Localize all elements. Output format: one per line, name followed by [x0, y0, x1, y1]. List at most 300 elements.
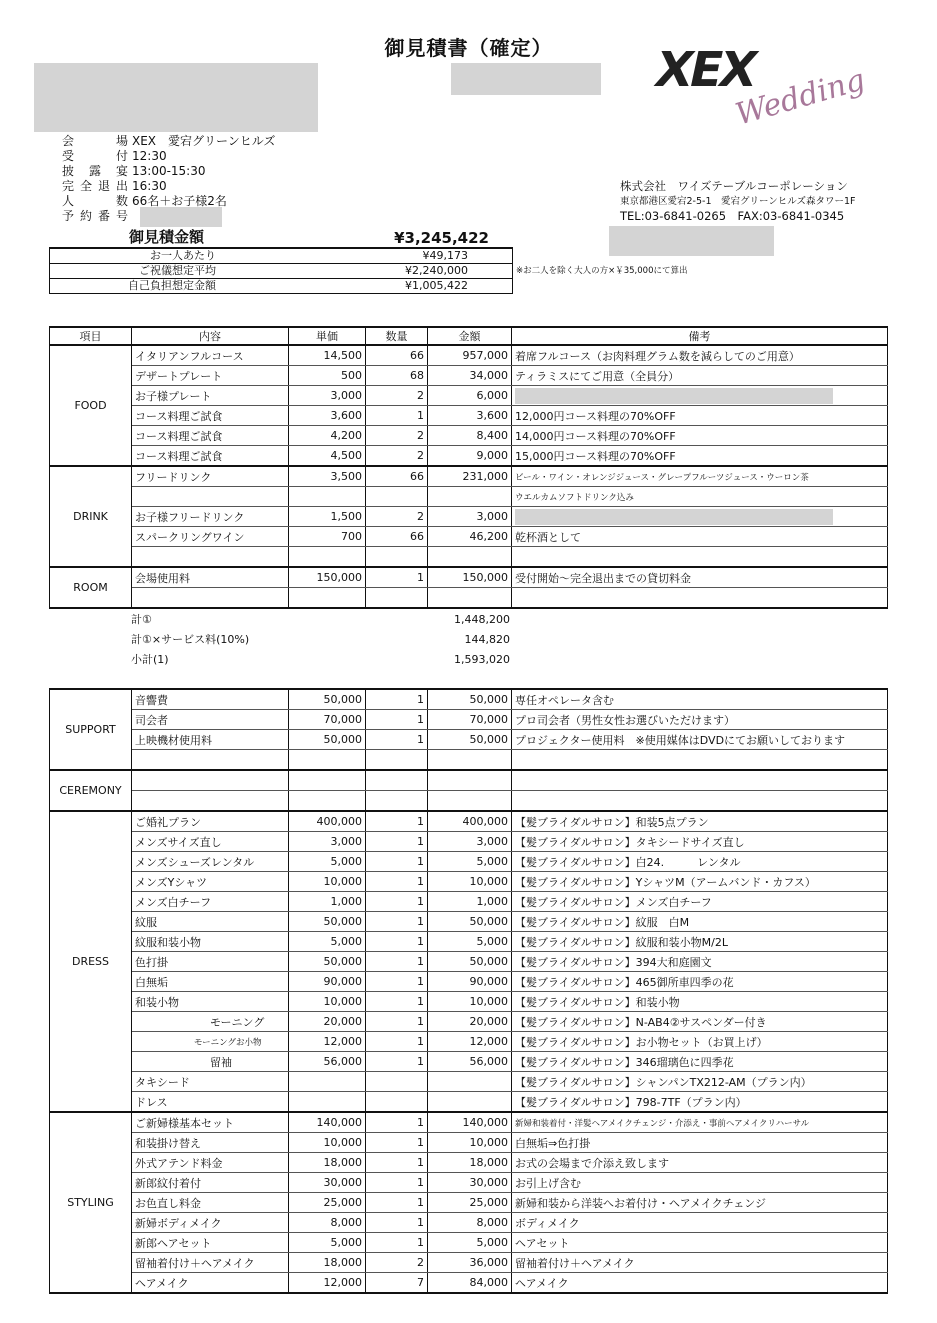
estimate-total-box	[49, 228, 513, 294]
qty-cell: 1	[366, 1233, 428, 1253]
qty-cell	[366, 487, 428, 507]
amount-cell: 84,000	[428, 1273, 512, 1294]
item-cell: ヘアメイク	[132, 1273, 289, 1294]
xex-wedding-logo	[636, 40, 876, 140]
amount-cell: 70,000	[428, 710, 512, 730]
item-cell: ご婚礼プラン	[132, 811, 289, 832]
remark-cell: 【髪ブライダルサロン】465御所車四季の花	[512, 972, 888, 992]
price-cell: 18,000	[289, 1153, 366, 1173]
remark-cell: 【髪ブライダルサロン】シャンパンTX212-AM（プラン内）	[512, 1072, 888, 1092]
qty-cell: 1	[366, 932, 428, 952]
table-row	[50, 912, 888, 932]
amount-cell: 5,000	[428, 932, 512, 952]
qty-cell	[366, 1092, 428, 1113]
price-cell: 1,000	[289, 892, 366, 912]
item-cell: メンズサイズ直し	[132, 832, 289, 852]
amount-cell: 90,000	[428, 972, 512, 992]
qty-cell: 1	[366, 1213, 428, 1233]
table-row	[50, 932, 888, 952]
amount-cell	[428, 1072, 512, 1092]
info-row	[62, 149, 275, 164]
table-row	[50, 1153, 888, 1173]
item-cell: コース料理ご試食	[132, 426, 289, 446]
remark-cell: ティラミスにてご用意（全員分）	[512, 366, 888, 386]
qty-cell: 1	[366, 872, 428, 892]
price-cell: 12,000	[289, 1032, 366, 1052]
remark-cell	[512, 750, 888, 771]
amount-cell	[428, 770, 512, 791]
remark-cell: ヘアセット	[512, 1233, 888, 1253]
price-cell: 18,000	[289, 1253, 366, 1273]
amount-cell: 10,000	[428, 1133, 512, 1153]
table-row	[50, 770, 888, 791]
qty-cell: 66	[366, 527, 428, 547]
remark-cell: 専任オペレータ含む	[512, 689, 888, 710]
amount-cell	[428, 588, 512, 609]
qty-cell	[366, 750, 428, 771]
item-cell: 留袖着付け＋ヘアメイク	[132, 1253, 289, 1273]
info-row	[62, 179, 275, 194]
table-row	[50, 1092, 888, 1113]
remark-cell	[512, 588, 888, 609]
remark-cell	[512, 386, 888, 406]
info-label: 予約番号	[62, 209, 128, 223]
remark-cell: 【髪ブライダルサロン】紋服 白M	[512, 912, 888, 932]
breakdown-label: お一人あたり	[150, 249, 216, 262]
remark-cell: 【髪ブライダルサロン】メンズ白チーフ	[512, 892, 888, 912]
breakdown-row	[50, 249, 512, 263]
price-cell: 30,000	[289, 1173, 366, 1193]
remark-cell: 【髪ブライダルサロン】346瑠璃色に四季花	[512, 1052, 888, 1072]
remark-cell: 14,000円コース料理の70%OFF	[512, 426, 888, 446]
amount-cell: 3,000	[428, 507, 512, 527]
table-row	[50, 872, 888, 892]
qty-cell	[366, 588, 428, 609]
price-cell: 3,000	[289, 832, 366, 852]
qty-cell: 1	[366, 1133, 428, 1153]
table-row	[50, 710, 888, 730]
qty-cell	[366, 791, 428, 812]
item-cell: メンズ白チーフ	[132, 892, 289, 912]
company-info	[620, 179, 856, 224]
item-cell: 外式アテンド料金	[132, 1153, 289, 1173]
column-header: 項目	[50, 327, 132, 345]
item-cell: イタリアンフルコース	[132, 345, 289, 366]
item-cell: デザートプレート	[132, 366, 289, 386]
price-cell: 150,000	[289, 567, 366, 588]
item-cell	[132, 547, 289, 568]
remark-cell: 新婦和装から洋装へお着付け・ヘアメイクチェンジ	[512, 1193, 888, 1213]
info-value: 12:30	[132, 149, 167, 163]
estimate-breakdown	[49, 249, 513, 294]
breakdown-value: ¥2,240,000	[405, 264, 468, 277]
table-header-row	[50, 327, 888, 345]
column-header: 内容	[132, 327, 289, 345]
remark-cell	[512, 547, 888, 568]
remark-cell	[512, 507, 888, 527]
table-row	[50, 791, 888, 812]
amount-cell: 34,000	[428, 366, 512, 386]
remark-cell: ボディメイク	[512, 1213, 888, 1233]
qty-cell: 1	[366, 832, 428, 852]
table-row	[50, 811, 888, 832]
table-row	[50, 386, 888, 406]
qty-cell: 1	[366, 1052, 428, 1072]
logo-sub: Wedding	[731, 62, 869, 133]
qty-cell: 66	[366, 345, 428, 366]
amount-cell: 25,000	[428, 1193, 512, 1213]
table-row	[50, 1253, 888, 1273]
info-value: 13:00-15:30	[132, 164, 206, 178]
category-cell: FOOD	[50, 345, 132, 466]
subtotal-label: 計①×サービス料(10%)	[131, 633, 250, 646]
amount-cell: 1,000	[428, 892, 512, 912]
amount-cell: 20,000	[428, 1012, 512, 1032]
info-value: 66名＋お子様2名	[132, 194, 227, 208]
table-row	[50, 567, 888, 588]
remark-cell: 留袖着付け＋ヘアメイク	[512, 1253, 888, 1273]
company-phone: TEL:03-6841-0265 FAX:03-6841-0345	[620, 209, 845, 223]
info-value: 16:30	[132, 179, 167, 193]
price-cell: 700	[289, 527, 366, 547]
table-row	[50, 1133, 888, 1153]
price-cell: 5,000	[289, 932, 366, 952]
remark-cell: プロ司会者（男性女性お選びいただけます）	[512, 710, 888, 730]
price-cell: 4,200	[289, 426, 366, 446]
logo-main: XEX	[650, 42, 760, 98]
qty-cell: 1	[366, 912, 428, 932]
price-cell: 3,600	[289, 406, 366, 426]
table-row	[50, 1112, 888, 1133]
amount-cell: 12,000	[428, 1032, 512, 1052]
category-cell: DRINK	[50, 466, 132, 567]
category-cell: SUPPORT	[50, 689, 132, 770]
amount-cell: 8,000	[428, 1213, 512, 1233]
price-cell: 500	[289, 366, 366, 386]
estimate-note: ※お二人を除く大人の方×￥35,000にて算出	[516, 266, 688, 276]
table-row	[50, 1273, 888, 1294]
price-cell: 90,000	[289, 972, 366, 992]
table-row	[50, 892, 888, 912]
qty-cell: 2	[366, 426, 428, 446]
price-cell: 5,000	[289, 852, 366, 872]
item-cell	[132, 770, 289, 791]
price-cell	[289, 588, 366, 609]
column-header: 金額	[428, 327, 512, 345]
qty-cell: 1	[366, 1173, 428, 1193]
table-row	[50, 487, 888, 507]
estimate-table-1	[49, 326, 888, 609]
qty-cell: 68	[366, 366, 428, 386]
price-cell	[289, 750, 366, 771]
column-header: 単価	[289, 327, 366, 345]
table-row	[50, 1052, 888, 1072]
remark-cell: 【髪ブライダルサロン】紋服和装小物M/2L	[512, 932, 888, 952]
info-row	[62, 164, 275, 179]
amount-cell: 9,000	[428, 446, 512, 467]
item-cell: 会場使用料	[132, 567, 289, 588]
breakdown-row	[50, 278, 512, 293]
table-row	[50, 1173, 888, 1193]
qty-cell: 66	[366, 466, 428, 487]
remark-cell	[512, 770, 888, 791]
amount-cell: 10,000	[428, 872, 512, 892]
price-cell: 8,000	[289, 1213, 366, 1233]
table-row	[50, 1233, 888, 1253]
amount-cell: 3,000	[428, 832, 512, 852]
amount-cell: 50,000	[428, 730, 512, 750]
qty-cell: 1	[366, 1112, 428, 1133]
price-cell: 140,000	[289, 1112, 366, 1133]
qty-cell: 1	[366, 852, 428, 872]
qty-cell: 1	[366, 689, 428, 710]
item-cell	[132, 750, 289, 771]
item-cell: 上映機材使用料	[132, 730, 289, 750]
info-row	[62, 209, 275, 224]
item-cell	[132, 487, 289, 507]
price-cell: 5,000	[289, 1233, 366, 1253]
price-cell: 50,000	[289, 730, 366, 750]
amount-cell: 3,600	[428, 406, 512, 426]
amount-cell: 36,000	[428, 1253, 512, 1273]
price-cell: 50,000	[289, 689, 366, 710]
amount-cell: 46,200	[428, 527, 512, 547]
subtotal-value: 1,448,200	[454, 613, 510, 626]
info-label: 人数	[62, 194, 128, 208]
info-row	[62, 134, 275, 149]
info-label: 完全退出	[62, 179, 128, 193]
qty-cell: 1	[366, 811, 428, 832]
redacted-block	[515, 509, 833, 525]
item-cell: コース料理ご試食	[132, 406, 289, 426]
remark-cell: 【髪ブライダルサロン】お小物セット（お買上げ）	[512, 1032, 888, 1052]
table-row	[50, 972, 888, 992]
price-cell: 50,000	[289, 952, 366, 972]
remark-cell: ヘアメイク	[512, 1273, 888, 1294]
qty-cell: 1	[366, 406, 428, 426]
amount-cell: 957,000	[428, 345, 512, 366]
table-row	[50, 1213, 888, 1233]
estimate-label: 御見積金額	[129, 228, 205, 246]
remark-cell: 白無垢⇒色打掛	[512, 1133, 888, 1153]
price-cell	[289, 487, 366, 507]
item-cell: 新郎紋付着付	[132, 1173, 289, 1193]
table-row	[50, 750, 888, 771]
item-cell: 留袖	[132, 1052, 289, 1072]
price-cell: 1,500	[289, 507, 366, 527]
price-cell: 14,500	[289, 345, 366, 366]
item-cell: メンズYシャツ	[132, 872, 289, 892]
item-cell	[132, 588, 289, 609]
amount-cell	[428, 750, 512, 771]
amount-cell: 400,000	[428, 811, 512, 832]
price-cell: 3,000	[289, 386, 366, 406]
item-cell: タキシード	[132, 1072, 289, 1092]
price-cell: 70,000	[289, 710, 366, 730]
item-cell: 司会者	[132, 710, 289, 730]
table-row	[50, 952, 888, 972]
item-cell: お子様プレート	[132, 386, 289, 406]
qty-cell	[366, 770, 428, 791]
qty-cell: 1	[366, 892, 428, 912]
redacted-block	[451, 63, 601, 95]
qty-cell: 1	[366, 1032, 428, 1052]
subtotal-row	[131, 630, 510, 650]
price-cell	[289, 1092, 366, 1113]
item-cell: 和装掛け替え	[132, 1133, 289, 1153]
remark-cell: 【髪ブライダルサロン】N-AB4②サスペンダー付き	[512, 1012, 888, 1032]
table-row	[50, 426, 888, 446]
qty-cell: 2	[366, 386, 428, 406]
table-row	[50, 547, 888, 568]
category-cell: CEREMONY	[50, 770, 132, 811]
breakdown-value: ¥1,005,422	[405, 279, 468, 292]
amount-cell: 30,000	[428, 1173, 512, 1193]
redacted-block	[34, 63, 318, 132]
amount-cell: 150,000	[428, 567, 512, 588]
company-address: 東京都港区愛宕2-5-1 愛宕グリーンヒルズ森タワー1F	[620, 196, 856, 207]
info-label: 披露宴	[62, 164, 128, 178]
breakdown-value: ¥49,173	[422, 249, 468, 262]
amount-cell: 5,000	[428, 852, 512, 872]
remark-cell: 12,000円コース料理の70%OFF	[512, 406, 888, 426]
qty-cell: 1	[366, 710, 428, 730]
amount-cell	[428, 487, 512, 507]
item-cell: 新婦ボディメイク	[132, 1213, 289, 1233]
subtotals	[131, 610, 510, 670]
table-row	[50, 345, 888, 366]
amount-cell	[428, 1092, 512, 1113]
info-label: 受付	[62, 149, 128, 163]
breakdown-label: ご祝儀想定平均	[139, 264, 216, 277]
amount-cell: 8,400	[428, 426, 512, 446]
table-row	[50, 527, 888, 547]
item-cell: 音響費	[132, 689, 289, 710]
company-name: 株式会社 ワイズテーブルコーポレーション	[620, 179, 848, 193]
subtotal-row	[131, 610, 510, 630]
qty-cell	[366, 1072, 428, 1092]
price-cell	[289, 547, 366, 568]
subtotal-label: 計①	[131, 613, 152, 626]
remark-cell: 新婦和装着付・洋髪ヘアメイクチェンジ・介添え・事前ヘアメイクリハーサル	[512, 1112, 888, 1133]
table-row	[50, 1072, 888, 1092]
item-cell: お色直し料金	[132, 1193, 289, 1213]
category-cell: DRESS	[50, 811, 132, 1112]
remark-cell: プロジェクター使用料 ※使用媒体はDVDにてお願いしております	[512, 730, 888, 750]
breakdown-row	[50, 263, 512, 278]
amount-cell: 50,000	[428, 912, 512, 932]
amount-cell: 50,000	[428, 689, 512, 710]
event-info	[62, 134, 275, 224]
remark-cell: 【髪ブライダルサロン】白24. レンタル	[512, 852, 888, 872]
item-cell: モーニングお小物	[132, 1032, 289, 1052]
category-cell: ROOM	[50, 567, 132, 608]
remark-cell: 【髪ブライダルサロン】和装5点プラン	[512, 811, 888, 832]
item-cell: 紋服	[132, 912, 289, 932]
amount-cell	[428, 791, 512, 812]
redacted-block	[609, 226, 774, 256]
remark-cell: ビール・ワイン・オレンジジュース・グレープフルーツジュース・ウーロン茶	[512, 466, 888, 487]
estimate-value: ¥3,245,422	[394, 229, 489, 247]
table-row	[50, 1193, 888, 1213]
item-cell: 紋服和装小物	[132, 932, 289, 952]
item-cell: ご新婦様基本セット	[132, 1112, 289, 1133]
remark-cell: ウエルカムソフトドリンク込み	[512, 487, 888, 507]
remark-cell: 【髪ブライダルサロン】YシャツM（アームバンド・カフス）	[512, 872, 888, 892]
subtotal-value: 144,820	[464, 633, 510, 646]
item-cell: モーニング	[132, 1012, 289, 1032]
item-cell: ドレス	[132, 1092, 289, 1113]
item-cell	[132, 791, 289, 812]
amount-cell: 6,000	[428, 386, 512, 406]
amount-cell	[428, 547, 512, 568]
price-cell	[289, 770, 366, 791]
remark-cell: 15,000円コース料理の70%OFF	[512, 446, 888, 467]
price-cell: 10,000	[289, 872, 366, 892]
column-header: 数量	[366, 327, 428, 345]
price-cell	[289, 1072, 366, 1092]
item-cell: 白無垢	[132, 972, 289, 992]
item-cell: 新郎ヘアセット	[132, 1233, 289, 1253]
qty-cell: 2	[366, 1253, 428, 1273]
table-row	[50, 689, 888, 710]
category-cell: STYLING	[50, 1112, 132, 1293]
table-row	[50, 832, 888, 852]
amount-cell: 231,000	[428, 466, 512, 487]
table-row	[50, 852, 888, 872]
remark-cell: 着席フルコース（お肉料理グラム数を減らしてのご用意）	[512, 345, 888, 366]
table-row	[50, 466, 888, 487]
column-header: 備考	[512, 327, 888, 345]
price-cell: 4,500	[289, 446, 366, 467]
table-row	[50, 730, 888, 750]
subtotal-row	[131, 650, 510, 670]
qty-cell: 1	[366, 730, 428, 750]
table-row	[50, 446, 888, 467]
item-cell: 和装小物	[132, 992, 289, 1012]
qty-cell: 1	[366, 567, 428, 588]
remark-cell: お引上げ含む	[512, 1173, 888, 1193]
remark-cell: 乾杯酒として	[512, 527, 888, 547]
info-row	[62, 194, 275, 209]
amount-cell: 50,000	[428, 952, 512, 972]
qty-cell: 1	[366, 992, 428, 1012]
remark-cell: 【髪ブライダルサロン】タキシードサイズ直し	[512, 832, 888, 852]
subtotal-label: 小計(1)	[131, 653, 169, 666]
table-row	[50, 406, 888, 426]
price-cell: 12,000	[289, 1273, 366, 1294]
price-cell: 25,000	[289, 1193, 366, 1213]
amount-cell: 18,000	[428, 1153, 512, 1173]
price-cell: 3,500	[289, 466, 366, 487]
table-row	[50, 1012, 888, 1032]
price-cell: 56,000	[289, 1052, 366, 1072]
table-row	[50, 1032, 888, 1052]
item-cell: スパークリングワイン	[132, 527, 289, 547]
amount-cell: 5,000	[428, 1233, 512, 1253]
remark-cell: 【髪ブライダルサロン】798-7TF（プラン内）	[512, 1092, 888, 1113]
item-cell: フリードリンク	[132, 466, 289, 487]
qty-cell: 1	[366, 972, 428, 992]
item-cell: お子様フリードリンク	[132, 507, 289, 527]
item-cell: メンズシューズレンタル	[132, 852, 289, 872]
price-cell: 10,000	[289, 992, 366, 1012]
item-cell: コース料理ご試食	[132, 446, 289, 467]
breakdown-label: 自己負担想定金額	[128, 279, 216, 292]
qty-cell	[366, 547, 428, 568]
remark-cell: 【髪ブライダルサロン】和装小物	[512, 992, 888, 1012]
table-row	[50, 588, 888, 609]
